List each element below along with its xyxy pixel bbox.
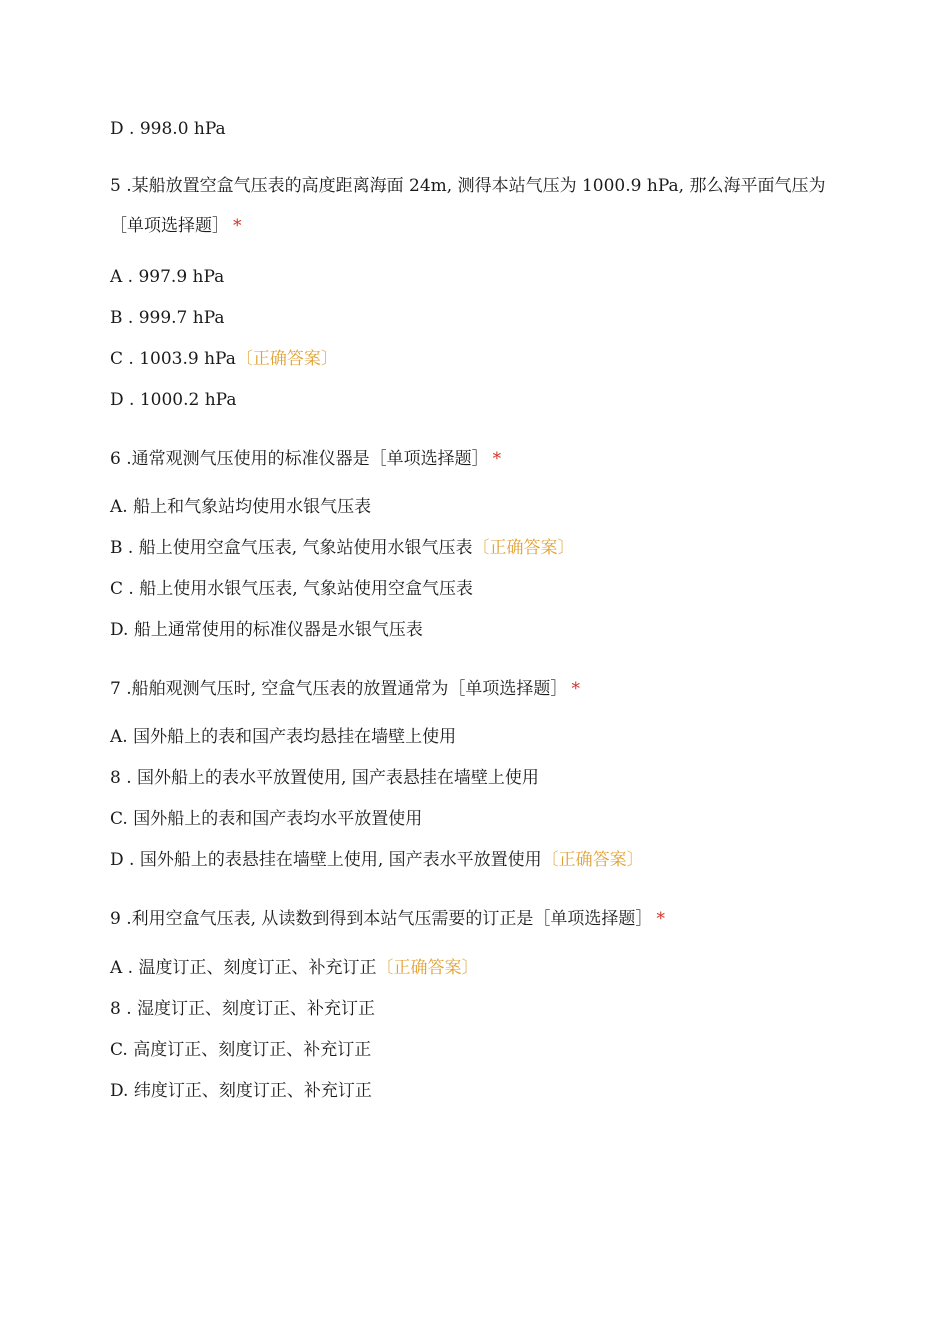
option-text: D . 998.0 hPa [110, 119, 226, 139]
option-line [110, 618, 423, 642]
option-text: A. 船上和气象站均使用水银气压表 [110, 497, 372, 517]
question-6 [110, 447, 501, 471]
option-text: A. 国外船上的表和国产表均悬挂在墙壁上使用 [110, 727, 457, 747]
option-line [110, 347, 338, 371]
required-star: * [233, 216, 242, 236]
question-7 [110, 677, 580, 701]
question-5 [110, 166, 840, 246]
question-text: 6 .通常观测气压使用的标准仪器是［单项选择题］ [110, 449, 489, 469]
correct-answer-tag: 〔正确答案〕 [541, 850, 644, 870]
option-text: C . 1003.9 hPa [110, 349, 236, 369]
option-text: 8 . 国外船上的表水平放置使用, 国产表悬挂在墙壁上使用 [110, 768, 539, 788]
option-text: C. 高度订正、刻度订正、补充订正 [110, 1040, 372, 1060]
option-text: A . 温度订正、刻度订正、补充订正 [110, 958, 377, 978]
option-text: 8 . 湿度订正、刻度订正、补充订正 [110, 999, 376, 1019]
correct-answer-tag: 〔正确答案〕 [472, 538, 575, 558]
question-text: 9 .利用空盒气压表, 从读数到得到本站气压需要的订正是［单项选择题］ [110, 909, 653, 929]
question-9 [110, 907, 665, 931]
option-line [110, 265, 224, 289]
required-star: * [656, 909, 665, 929]
option-text: D . 1000.2 hPa [110, 390, 237, 410]
option-text: A . 997.9 hPa [110, 267, 225, 287]
question-text: 5 .某船放置空盒气压表的高度距离海面 24m, 测得本站气压为 1000.9 hPa, 那么海平面气压为［单项选择题］ [110, 176, 826, 236]
option-text: B . 999.7 hPa [110, 308, 225, 328]
option-line [110, 577, 473, 601]
option-text: D. 纬度订正、刻度订正、补充订正 [110, 1081, 372, 1101]
correct-answer-tag: 〔正确答案〕 [235, 349, 338, 369]
option-line [110, 725, 456, 749]
option-text: C. 国外船上的表和国产表均水平放置使用 [110, 809, 423, 829]
option-line [110, 117, 226, 141]
option-line [110, 807, 422, 831]
option-line [110, 388, 237, 412]
option-line [110, 1038, 371, 1062]
correct-answer-tag: 〔正确答案〕 [376, 958, 479, 978]
option-line [110, 1079, 372, 1103]
option-line [110, 536, 575, 560]
option-line [110, 306, 225, 330]
option-line [110, 956, 479, 980]
option-text: D . 国外船上的表悬挂在墙壁上使用, 国产表水平放置使用 [110, 850, 542, 870]
required-star: * [571, 679, 580, 699]
option-text: D. 船上通常使用的标准仪器是水银气压表 [110, 620, 423, 640]
option-line [110, 766, 539, 790]
option-line [110, 495, 371, 519]
required-star: * [492, 449, 502, 469]
question-text: 7 .船舶观测气压时, 空盒气压表的放置通常为［单项选择题］ [110, 679, 568, 699]
option-line [110, 997, 375, 1021]
option-text: B . 船上使用空盒气压表, 气象站使用水银气压表 [110, 538, 473, 558]
option-text: C . 船上使用水银气压表, 气象站使用空盒气压表 [110, 579, 474, 599]
option-line [110, 848, 644, 872]
